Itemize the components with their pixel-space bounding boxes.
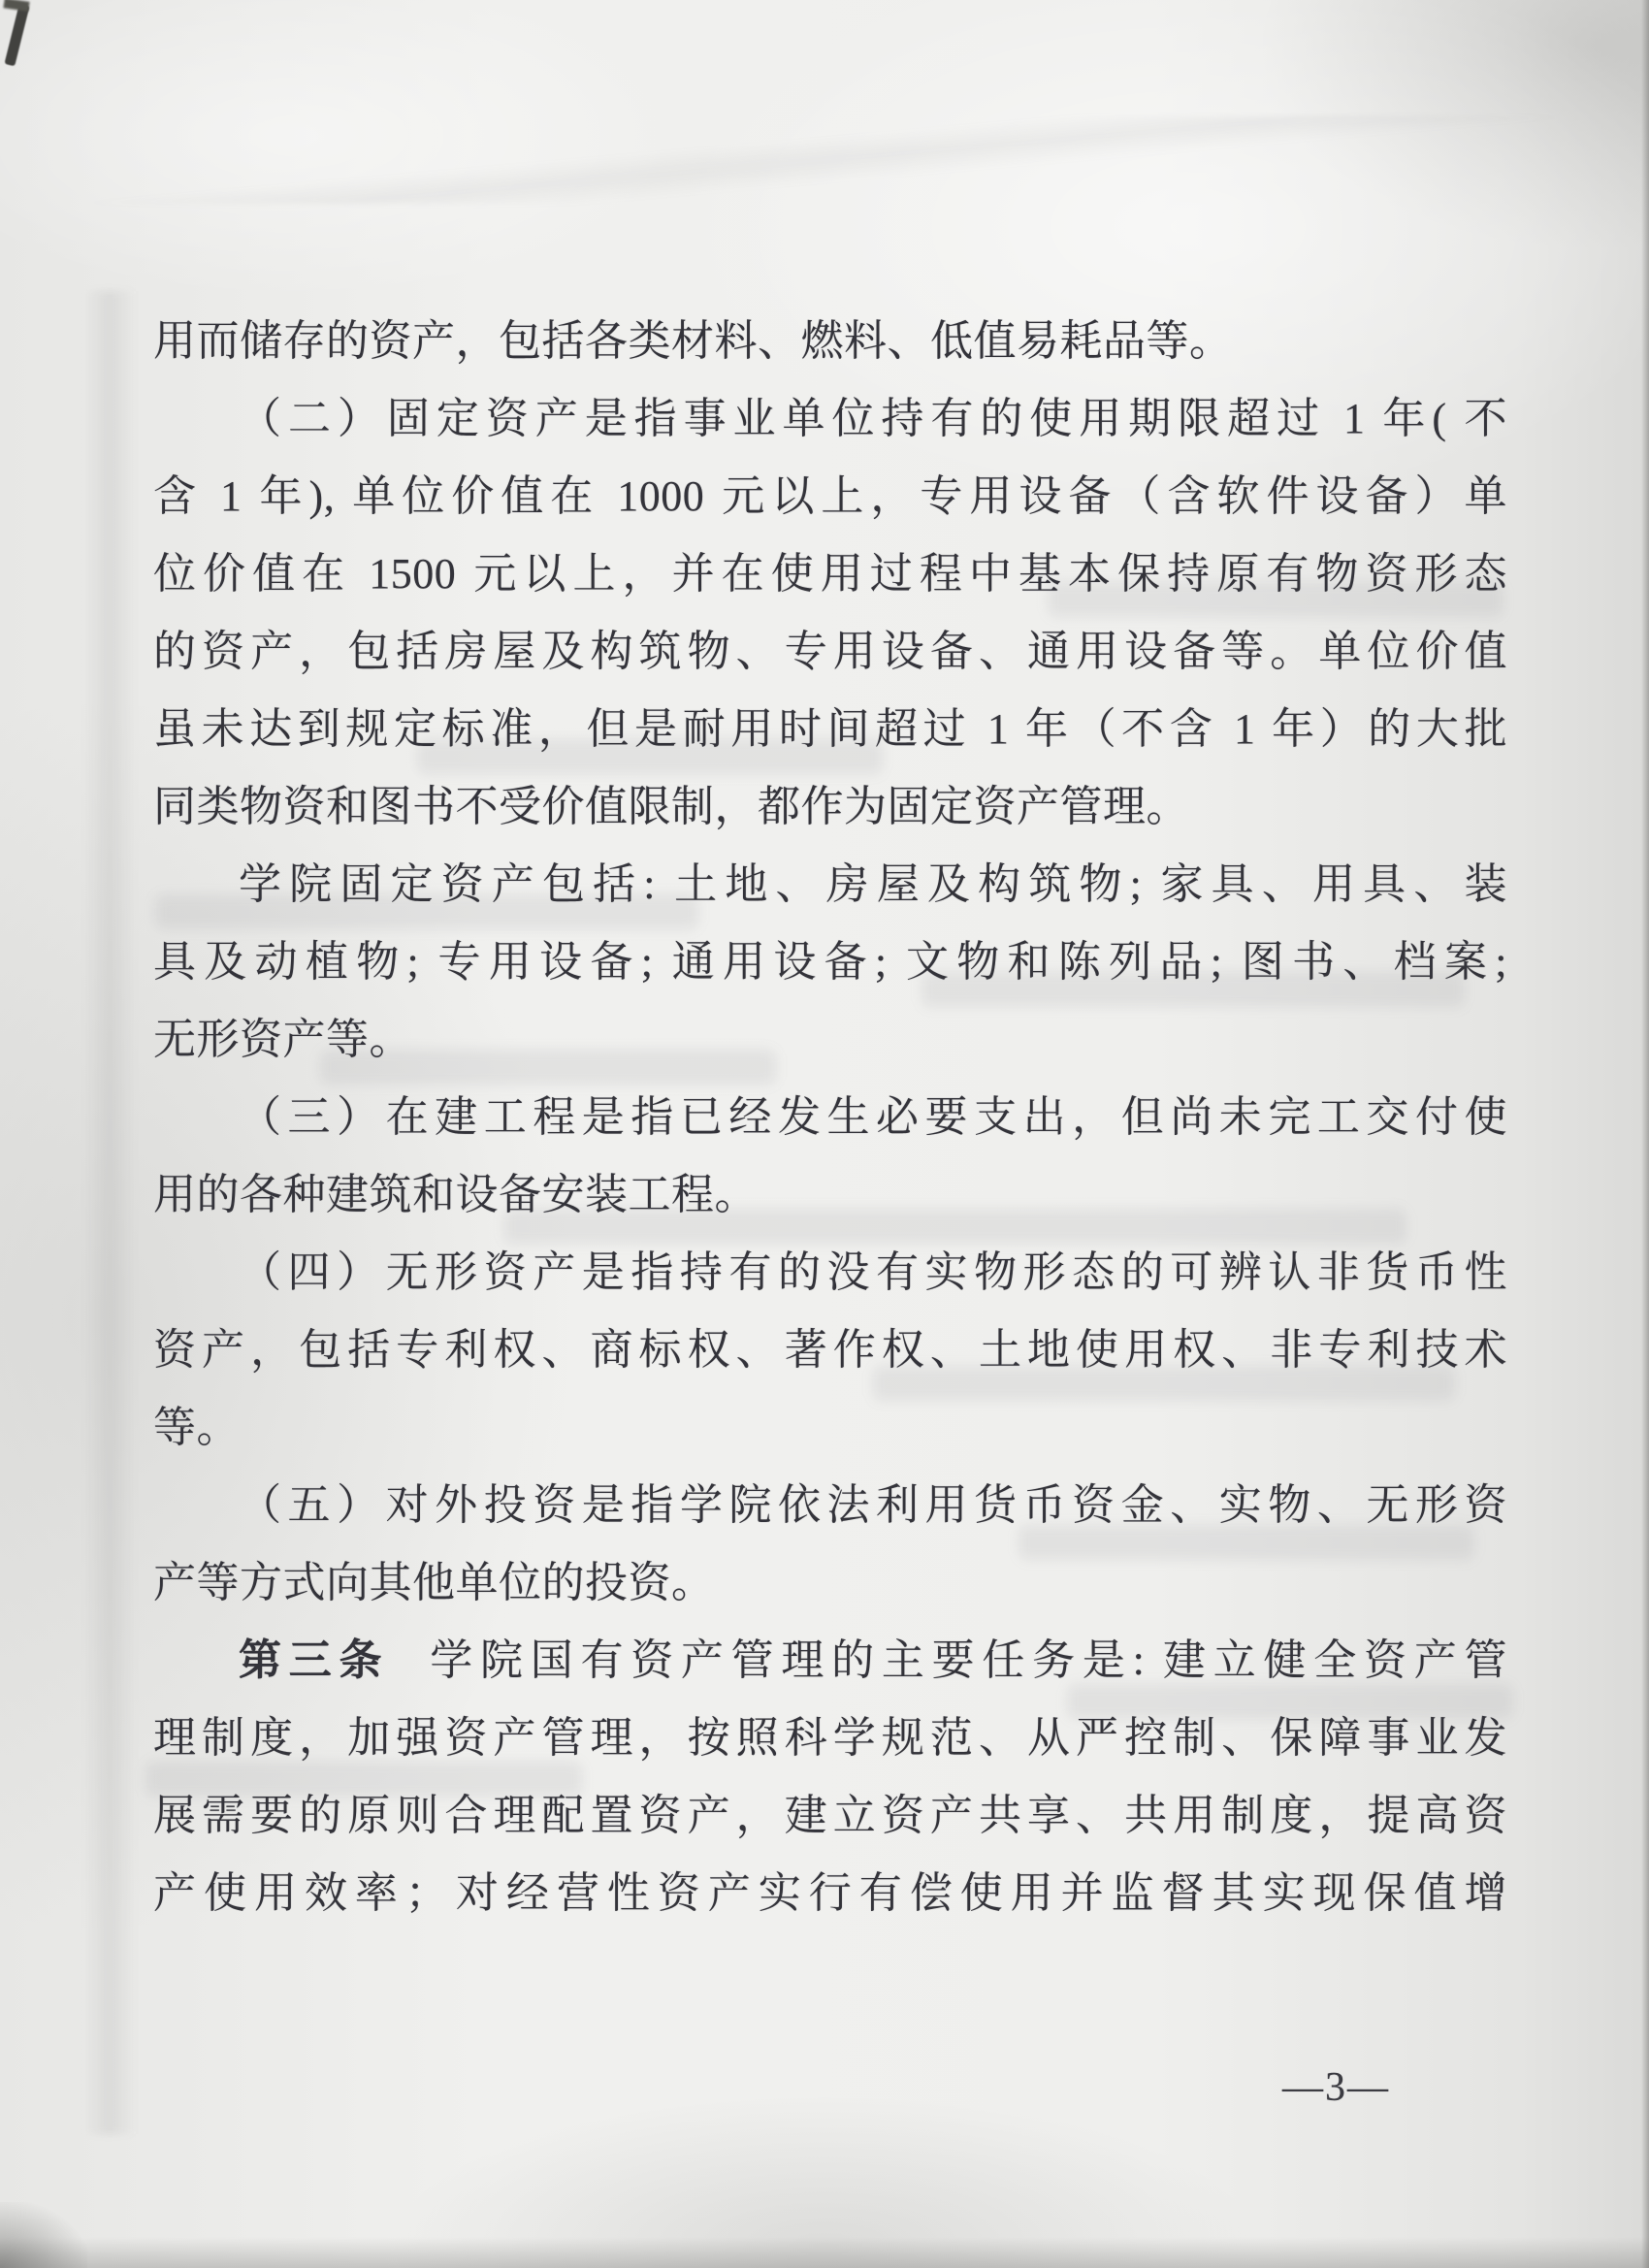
- text-line-6: 虽未达到规定标准，但是耐用时间超过 1 年（不含 1 年）的大批: [153, 705, 1507, 753]
- text-line-2: （二）固定资产是指事业单位持有的使用期限超过 1 年( 不: [239, 395, 1507, 442]
- text-line-12: 用的各种建筑和设备安装工程。: [153, 1171, 758, 1218]
- text-line-10: 无形资产等。: [153, 1016, 412, 1063]
- text-line-14: 资产，包括专利权、商标权、著作权、土地使用权、非专利技术: [153, 1326, 1507, 1374]
- text-line-20: 展需要的原则合理配置资产，建立资产共享、共用制度，提高资: [153, 1792, 1507, 1839]
- text-line-17: 产等方式向其他单位的投资。: [153, 1559, 715, 1606]
- scan-corner-mark: [4, 4, 29, 67]
- text-line-1: 用而储存的资产，包括各类材料、燃料、低值易耗品等。: [153, 317, 1233, 365]
- text-line-18: [153, 1622, 1507, 1700]
- text-line-19: 理制度，加强资产管理，按照科学规范、从严控制、保障事业发: [153, 1714, 1507, 1762]
- document-text-block: [153, 303, 1507, 1932]
- scan-edge-shadow: [0, 2237, 1649, 2268]
- scan-edge-shadow: [0, 2202, 87, 2268]
- text-line-3: 含 1 年), 单位价值在 1000 元以上，专用设备（含软件设备）单: [153, 472, 1507, 520]
- scan-edge-shadow: [1641, 0, 1649, 2268]
- article-text: 学院国有资产管理的主要任务是: 建立健全资产管: [430, 1636, 1508, 1684]
- paper-crease: [83, 291, 136, 2134]
- text-line-13: （四）无形资产是指持有的没有实物形态的可辨认非货币性: [239, 1248, 1507, 1296]
- text-line-4: 位价值在 1500 元以上，并在使用过程中基本保持原有物资形态: [153, 550, 1507, 598]
- text-line-11: （三）在建工程是指已经发生必要支出，但尚未完工交付使: [239, 1093, 1507, 1141]
- text-line-9: 具及动植物; 专用设备; 通用设备; 文物和陈列品; 图书、档案;: [153, 938, 1507, 986]
- text-line-8: 学院固定资产包括: 土地、房屋及构筑物; 家具、用具、装: [239, 860, 1507, 908]
- scan-corner-mark: [3, 0, 29, 12]
- text-line-7: 同类物资和图书不受价值限制，都作为固定资产管理。: [153, 783, 1189, 830]
- text-line-16: （五）对外投资是指学院依法利用货币资金、实物、无形资: [239, 1481, 1507, 1529]
- text-line-15: 等。: [153, 1404, 240, 1451]
- text-line-5: 的资产，包括房屋及构筑物、专用设备、通用设备等。单位价值: [153, 628, 1507, 675]
- article-number: 第三条: [239, 1636, 390, 1684]
- page-number: —3—: [1282, 2065, 1390, 2110]
- text-line-21: 产使用效率；对经营性资产实行有偿使用并监督其实现保值增: [153, 1869, 1507, 1917]
- paper-crease: [0, 116, 1649, 204]
